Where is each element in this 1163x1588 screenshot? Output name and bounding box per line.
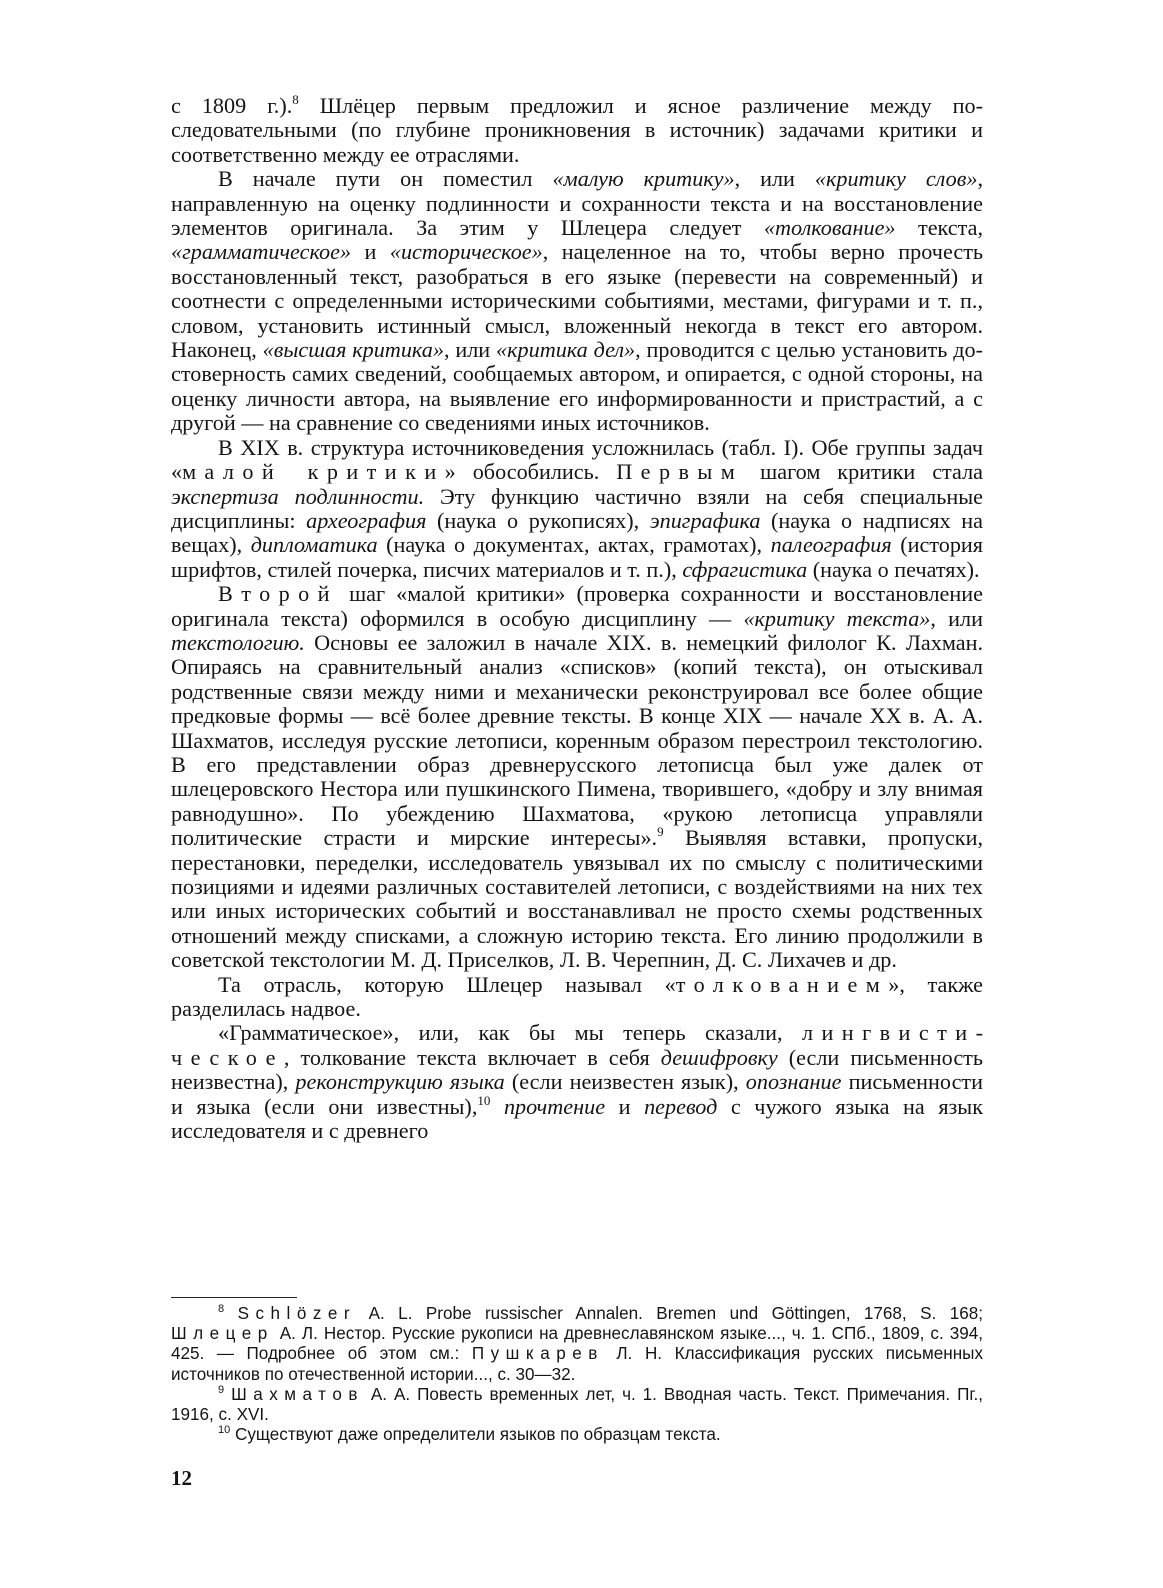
footnote-8: $^8$ Schlözer A. L. Probe russischer Annalen. Bremen und Göttingen, 1768, S. 168; Шлецер А. Л. Нестор. Русские рукописи на древнеславянском языке..., ч. 1. СПб., 1809, с. 394, 425. — Подробнее об этом см.: Пушкарев Л. Н. Классификация русских письменных источников по отечественной истории..., с. 30—32. — [171, 1303, 983, 1384]
footnote-9: $^9$ Шахматов А. А. Повесть временных лет, ч. 1. Вводная часть. Текст. Примечания. Пг., 1916, с. XVI. — [171, 1383, 984, 1425]
paragraph-4: Второй шаг «малой критики» (проверка сохранности и восстановление оригинала текста) оформился в особую дисциплину — «критику текста», или текстологию. Основы ее заложил в начале XIX. в. немецкий филолог К. Лахман. Опираясь на сравнительный анализ «списков» (копий текста), он отыскивал родственные связи между ними и механически реконструировал все более общие предковые формы — всё более древние тексты. В конце XIX — начале XX в. А. А. Шахматов, исследуя русские летописи, коренным образом перестроил текстологию. В его представлении образ древнерусского летописца был уже далек от шлецеровского Нестора или пушкинского Пимена, творившего, «добру и злу внимая равнодушно». По убеждению Шахматова, «рукою летописца управляли политические страсти и мирские интересы».$^9$ Выявляя вставки, пропуски, перестановки, переделки, исследователь увязывал их по смыслу с политическими позициями и идеями различных составителей летописи, с воздействиями на них тех или иных исторических событий и восстанавливал не просто схемы родственных отношений между списками, а сложную историю текста. Его линию продолжили в советской текстологии М. Д. Приселков, Л. В. Черепнин, Д. С. Лихачев и др. — [171, 581, 984, 973]
main-text — [171, 94, 983, 1143]
paragraph-5: Та отрасль, которую Шлецер называл «толкованием», также разделилась надвое. — [171, 971, 984, 1022]
footnote-ref-9: 9 — [657, 824, 664, 840]
paragraph-1: с 1809 г.).$^8$ Шлёцер первым предложил и ясное различение между последовательными (по глубине проникновения в источник) задачами критики и соответственно между ее отраслями. — [171, 92, 983, 167]
footnote-ref-8: 8 — [292, 92, 299, 107]
footnotes — [171, 1304, 983, 1445]
footnote-ref-10: 10 — [477, 1092, 491, 1108]
paragraph-2: В начале пути он поместил «малую критику», или «критику слов», направленную на оценку подлинности и сохранности текста и на восстановление элементов оригинала. За этим у Шлецера следует «толкование» текста, «грамматическое» и «историческое», нацеленное на то, чтобы верно прочесть восстановленный текст, разобраться в его языке (перевести на современный) и соотнести с определенными историческими событиями, местами, фигурами и т. п., словом, установить истинный смысл, вложенный некогда в текст его автором. Наконец, «высшая критика», или «критика дел», проводится с целью установить достоверность самих сведений, сообщаемых автором, и опирается, с одной стороны, на оценку личности автора, на выявление его информированности и пристрастий, а с другой — на сравнение со сведениями иных источников. — [171, 166, 984, 436]
page-number: 12 — [171, 1466, 192, 1490]
footnote-divider — [171, 1297, 297, 1298]
footnote-10: $^{10}$ Существуют даже определители языков по образцам текста. — [218, 1424, 721, 1445]
paragraph-3: В XIX в. структура источниковедения усложнилась (табл. I). Обе группы задач «малой критики» обособились. Первым шагом критики стала экспертиза подлинности. Эту функцию частично взяли на себя специальные дисциплины: археография (наука о рукописях), эпиграфика (наука о надписях на вещах), дипломатика (наука о документах, актах, грамотах), палеография (история шрифтов, стилей почерка, писчих материалов и т. п.), сфрагистика (наука о печатях). — [171, 434, 984, 582]
paragraph-6: «Грамматическое», или, как бы мы теперь сказали, лингвистическое, толкование текста включает в себя дешифровку (если письменность неизвестна), реконструкцию языка (если неизвестен язык), опознание письменности и языка (если они известны),$^{10}$ прочтение и перевод с чужого языка на язык исследователя и с древнего — [171, 1020, 983, 1144]
